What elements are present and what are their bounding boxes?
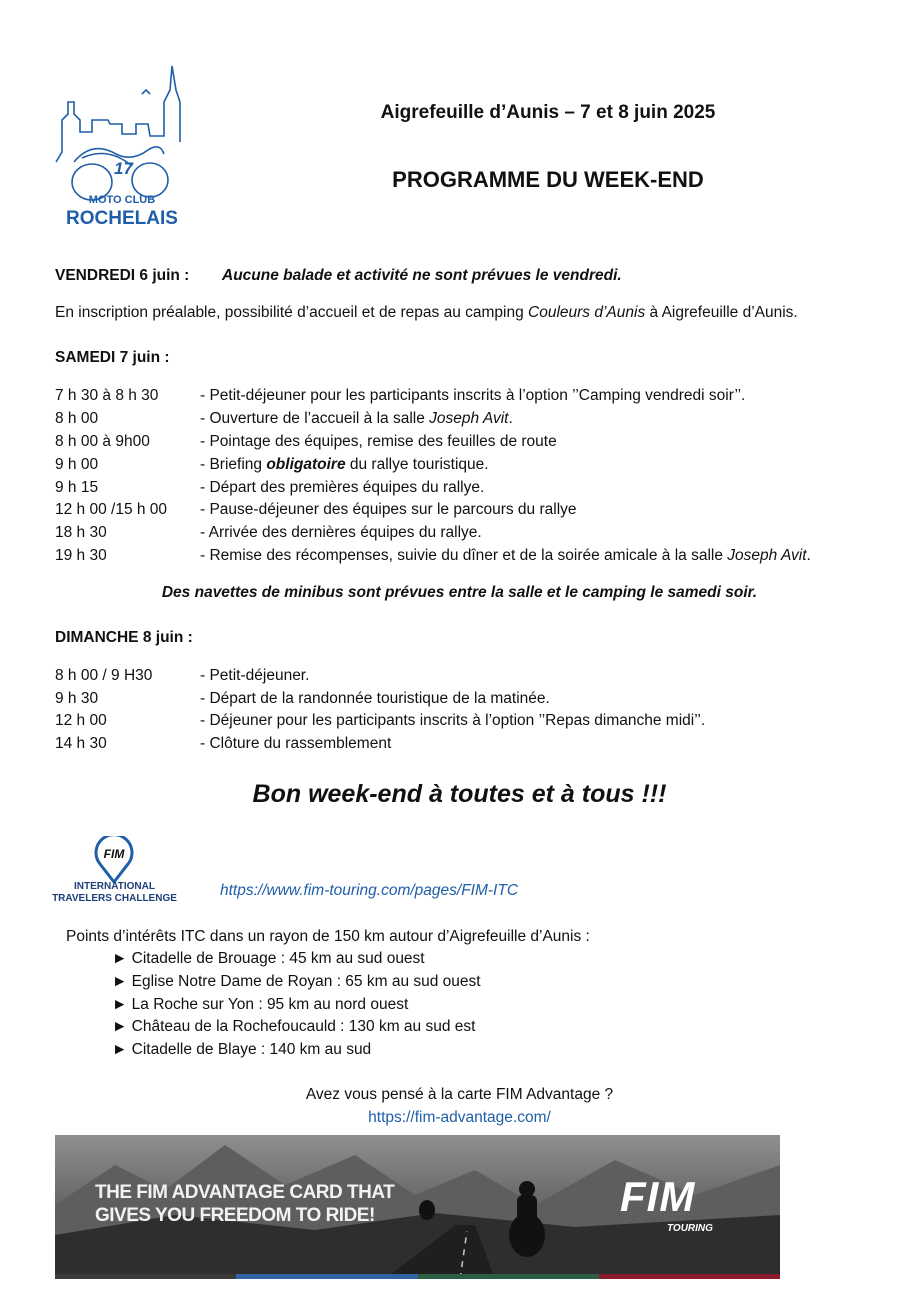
itc-point: ► Citadelle de Brouage : 45 km au sud ouest <box>112 950 425 967</box>
schedule-time: 9 h 15 <box>55 479 99 496</box>
banner-stripe-red <box>599 1274 780 1279</box>
sunday-label: DIMANCHE 8 juin : <box>55 629 193 646</box>
schedule-desc: - Petit-déjeuner pour les participants inscrits à l’option ’’Camping vendredi soir’’. <box>200 387 746 404</box>
friday-info-end: à Aigrefeuille d’Aunis. <box>645 304 798 321</box>
schedule-time: 18 h 30 <box>55 524 107 541</box>
schedule-time: 8 h 00 <box>55 410 99 427</box>
itc-intro: Points d’intérêts ITC dans un rayon de 150 km autour d’Aigrefeuille d’Aunis : <box>66 928 590 945</box>
schedule-time: 9 h 30 <box>55 690 99 707</box>
schedule-time: 9 h 00 <box>55 456 99 473</box>
moto-club-logo-number: 17 <box>114 159 133 178</box>
schedule-time: 12 h 00 /15 h 00 <box>55 501 168 518</box>
friday-label: VENDREDI 6 juin : <box>55 267 190 284</box>
schedule-desc: - Clôture du rassemblement <box>200 735 392 752</box>
programme-title: PROGRAMME DU WEEK-END <box>392 167 704 192</box>
friday-info <box>55 302 798 324</box>
advantage-question: Avez vous pensé à la carte FIM Advantage ? <box>305 1086 614 1103</box>
schedule-time: 14 h 30 <box>55 735 107 752</box>
schedule-desc: - Départ de la randonnée touristique de la matinée. <box>200 690 550 707</box>
schedule-desc: - Arrivée des dernières équipes du rallye. <box>200 524 482 541</box>
schedule-desc-wrap <box>200 545 811 567</box>
schedule-desc: - Briefing <box>200 456 267 473</box>
venue-name: Joseph Avit <box>429 410 509 427</box>
schedule-time: 8 h 00 à 9h00 <box>55 433 150 450</box>
mandatory-emphasis: obligatoire <box>266 456 346 473</box>
event-title: Aigrefeuille d’Aunis – 7 et 8 juin 2025 <box>380 102 716 123</box>
schedule-time: 7 h 30 à 8 h 30 <box>55 387 159 404</box>
greeting: Bon week-end à toutes et à tous !!! <box>252 780 667 808</box>
friday-note: Aucune balade et activité ne sont prévues le vendredi. <box>222 267 622 284</box>
itc-link[interactable]: https://www.fim-touring.com/pages/FIM-ITC <box>220 882 519 899</box>
schedule-desc: - Ouverture de l’accueil à la salle <box>200 410 430 427</box>
schedule-desc: - Déjeuner pour les participants inscrits à l’option ’’Repas dimanche midi’’. <box>200 712 706 729</box>
itc-point: ► Eglise Notre Dame de Royan : 65 km au sud ouest <box>112 973 481 990</box>
shuttle-note: Des navettes de minibus sont prévues entre la salle et le camping le samedi soir. <box>161 584 758 601</box>
fim-advantage-banner[interactable] <box>55 1135 780 1279</box>
itc-logo-line2: TRAVELERS CHALLENGE <box>52 893 177 904</box>
fim-touring-logo: FIM <box>620 1173 696 1220</box>
itc-logo-line1: INTERNATIONAL <box>74 881 155 892</box>
schedule-desc: - Pause-déjeuner des équipes sur le parcours du rallye <box>200 501 577 518</box>
banner-stripe-blue <box>236 1274 418 1279</box>
schedule-desc-end: . <box>508 410 513 427</box>
itc-logo-mark: FIM <box>103 847 125 861</box>
map-pin-icon <box>52 836 177 884</box>
saturday-label: SAMEDI 7 juin : <box>55 349 170 366</box>
banner-headline-1: THE FIM ADVANTAGE CARD THAT <box>95 1182 395 1203</box>
schedule-desc-wrap <box>200 408 513 430</box>
schedule-desc: - Départ des premières équipes du rallye. <box>200 479 485 496</box>
itc-point: ► Château de la Rochefoucauld : 130 km au sud est <box>112 1018 476 1035</box>
moto-club-logo <box>52 62 192 237</box>
banner-stripe-green <box>418 1274 599 1279</box>
fim-touring-logo-sub: TOURING <box>667 1223 713 1234</box>
schedule-desc-wrap <box>200 454 489 476</box>
itc-logo <box>52 836 177 908</box>
itc-point: ► Citadelle de Blaye : 140 km au sud <box>112 1041 372 1058</box>
advantage-link[interactable]: https://fim-advantage.com/ <box>368 1109 551 1126</box>
itc-point: ► La Roche sur Yon : 95 km au nord ouest <box>112 996 409 1013</box>
schedule-desc: - Petit-déjeuner. <box>200 667 310 684</box>
schedule-desc: - Remise des récompenses, suivie du dîner et de la soirée amicale à la salle <box>200 547 728 564</box>
schedule-desc-end: du rallye touristique. <box>345 456 489 473</box>
camping-name: Couleurs d’Aunis <box>528 304 646 321</box>
schedule-desc: - Pointage des équipes, remise des feuilles de route <box>200 433 557 450</box>
friday-info-text: En inscription préalable, possibilité d’accueil et de repas au camping <box>55 304 529 321</box>
moto-club-logo-line1: MOTO CLUB <box>88 194 156 206</box>
schedule-time: 19 h 30 <box>55 547 107 564</box>
banner-headline-2: GIVES YOU FREEDOM TO RIDE! <box>95 1205 375 1226</box>
schedule-desc-end: . <box>806 547 811 564</box>
venue-name: Joseph Avit <box>727 547 807 564</box>
schedule-time: 12 h 00 <box>55 712 107 729</box>
schedule-time: 8 h 00 / 9 H30 <box>55 667 153 684</box>
moto-club-logo-line2: ROCHELAIS <box>66 208 178 229</box>
